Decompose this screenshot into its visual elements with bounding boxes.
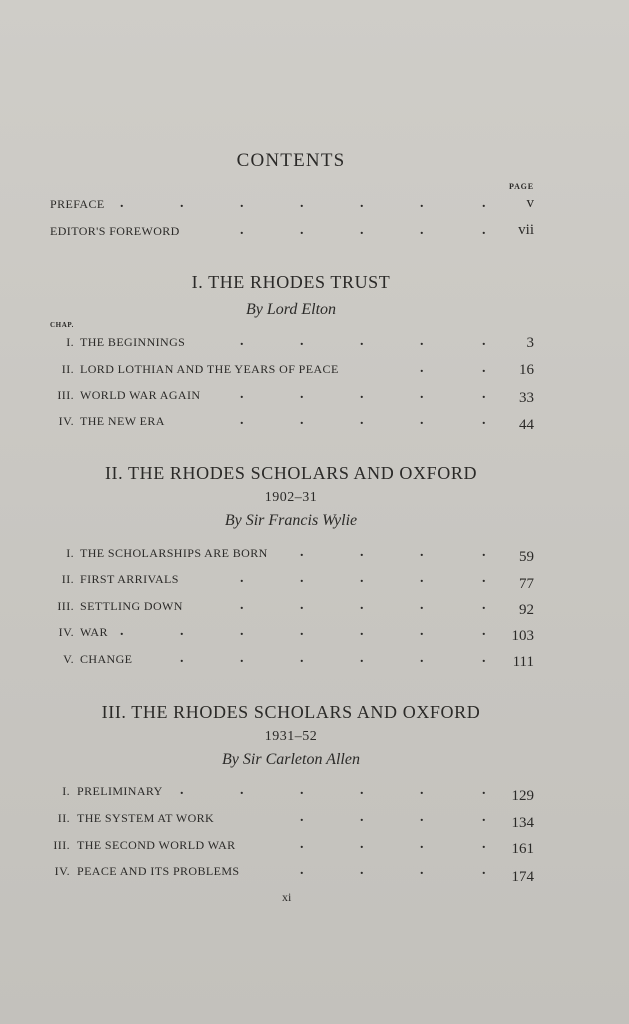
leader-dot: . [420,387,424,402]
leader-dot: . [240,387,244,402]
leader-dot: . [482,598,486,613]
chapter-number: III. [57,388,74,402]
chapter-title: CHANGE [80,652,133,666]
leader-dot: . [300,837,304,852]
chapter-title: WAR [80,625,108,639]
leader-dot: . [420,334,424,349]
toc-entry-preface: PREFACE [50,197,105,211]
leader-dot: . [482,413,486,428]
leader-dot: . [482,783,486,798]
chapter-number: I. [62,784,70,798]
leader-dot: . [482,837,486,852]
leader-dot: . [420,223,424,238]
leader-dot: . [240,223,244,238]
leader-dot: . [240,334,244,349]
chapter-number: II. [61,362,74,376]
chapter-page: 44 [519,417,534,433]
leader-dot: . [300,223,304,238]
leader-dot: . [180,196,184,211]
leader-dot: . [482,624,486,639]
leader-dot: . [482,810,486,825]
chapter-page: 92 [519,602,534,618]
leader-dot: . [240,196,244,211]
chapter-title: THE SCHOLARSHIPS ARE BORN [80,546,268,560]
chapter-page: 103 [511,628,534,644]
leader-dot: . [482,223,486,238]
chapter-page: 3 [526,335,534,351]
chapter-column-label: CHAP. [50,321,74,329]
contents-heading: CONTENTS [236,150,346,171]
leader-dot: . [360,413,364,428]
leader-dot: . [240,783,244,798]
leader-dot: . [360,387,364,402]
leader-dot: . [300,545,304,560]
leader-dot: . [360,196,364,211]
leader-dot: . [300,196,304,211]
leader-dot: . [360,223,364,238]
part-1-author: By Lord Elton [245,301,337,318]
leader-dot: . [360,545,364,560]
leader-dot: . [482,334,486,349]
chapter-page: 59 [519,549,534,565]
leader-dot: . [120,196,124,211]
leader-dot: . [360,783,364,798]
chapter-number: III. [57,599,74,613]
leader-dot: . [420,624,424,639]
page-folio: xi [282,890,292,904]
leader-dot: . [420,413,424,428]
chapter-title: THE NEW ERA [80,414,165,428]
leader-dot: . [300,598,304,613]
leader-dot: . [420,196,424,211]
chapter-page: 174 [511,869,534,885]
leader-dot: . [420,361,424,376]
leader-dot: . [420,651,424,666]
chapter-number: IV. [58,625,74,639]
chapter-title: SETTLING DOWN [80,599,183,613]
leader-dot: . [300,863,304,878]
leader-dot: . [420,837,424,852]
leader-dot: . [180,651,184,666]
leader-dot: . [300,387,304,402]
leader-dot: . [482,545,486,560]
chapter-title: LORD LOTHIAN AND THE YEARS OF PEACE [80,362,339,376]
leader-dot: . [360,651,364,666]
leader-dot: . [240,651,244,666]
chapter-number: IV. [58,414,74,428]
part-3-title: III. THE RHODES SCHOLARS AND OXFORD [101,702,481,722]
chapter-title: THE SECOND WORLD WAR [77,838,236,852]
chapter-page: 111 [512,654,534,670]
leader-dot: . [420,783,424,798]
chapter-title: PEACE AND ITS PROBLEMS [77,864,240,878]
leader-dot: . [360,334,364,349]
leader-dot: . [482,387,486,402]
chapter-number: I. [66,335,74,349]
chapter-page: 33 [519,390,534,406]
leader-dot: . [360,810,364,825]
part-1-title: I. THE RHODES TRUST [191,272,391,292]
chapter-page: 129 [511,788,534,804]
leader-dot: . [300,810,304,825]
chapter-number: IV. [54,864,70,878]
leader-dot: . [482,196,486,211]
leader-dot: . [300,334,304,349]
chapter-page: 161 [511,841,534,857]
leader-dot: . [300,651,304,666]
leader-dot: . [300,624,304,639]
leader-dot: . [120,624,124,639]
leader-dot: . [482,863,486,878]
toc-page-preface: v [526,195,534,211]
part-2-years: 1902–31 [264,490,318,505]
chapter-title: THE BEGINNINGS [80,335,186,349]
chapter-number: I. [66,546,74,560]
leader-dot: . [482,361,486,376]
chapter-page: 16 [519,362,534,378]
leader-dot: . [420,598,424,613]
chapter-page: 77 [519,576,534,592]
leader-dot: . [420,571,424,586]
part-3-years: 1931–52 [264,729,318,744]
leader-dot: . [360,598,364,613]
leader-dot: . [300,783,304,798]
leader-dot: . [300,413,304,428]
chapter-title: WORLD WAR AGAIN [80,388,201,402]
leader-dot: . [482,571,486,586]
chapter-number: II. [61,572,74,586]
part-2-author: By Sir Francis Wylie [224,512,358,529]
toc-page-foreword: vii [518,222,534,238]
chapter-number: III. [53,838,70,852]
chapter-title: FIRST ARRIVALS [80,572,179,586]
leader-dot: . [240,571,244,586]
leader-dot: . [420,810,424,825]
chapter-page: 134 [511,815,534,831]
leader-dot: . [420,863,424,878]
page-column-label: PAGE [509,182,534,191]
leader-dot: . [360,624,364,639]
leader-dot: . [240,413,244,428]
chapter-title: PRELIMINARY [77,784,163,798]
leader-dot: . [240,598,244,613]
leader-dot: . [360,571,364,586]
leader-dot: . [180,783,184,798]
part-2-title: II. THE RHODES SCHOLARS AND OXFORD [104,463,478,483]
leader-dot: . [180,624,184,639]
chapter-number: V. [63,652,74,666]
chapter-title: THE SYSTEM AT WORK [77,811,215,825]
leader-dot: . [300,571,304,586]
part-3-author: By Sir Carleton Allen [222,751,360,768]
leader-dot: . [360,863,364,878]
leader-dot: . [360,837,364,852]
leader-dot: . [420,545,424,560]
chapter-number: II. [57,811,70,825]
leader-dot: . [482,651,486,666]
toc-entry-foreword: EDITOR'S FOREWORD [50,224,180,238]
leader-dot: . [240,624,244,639]
